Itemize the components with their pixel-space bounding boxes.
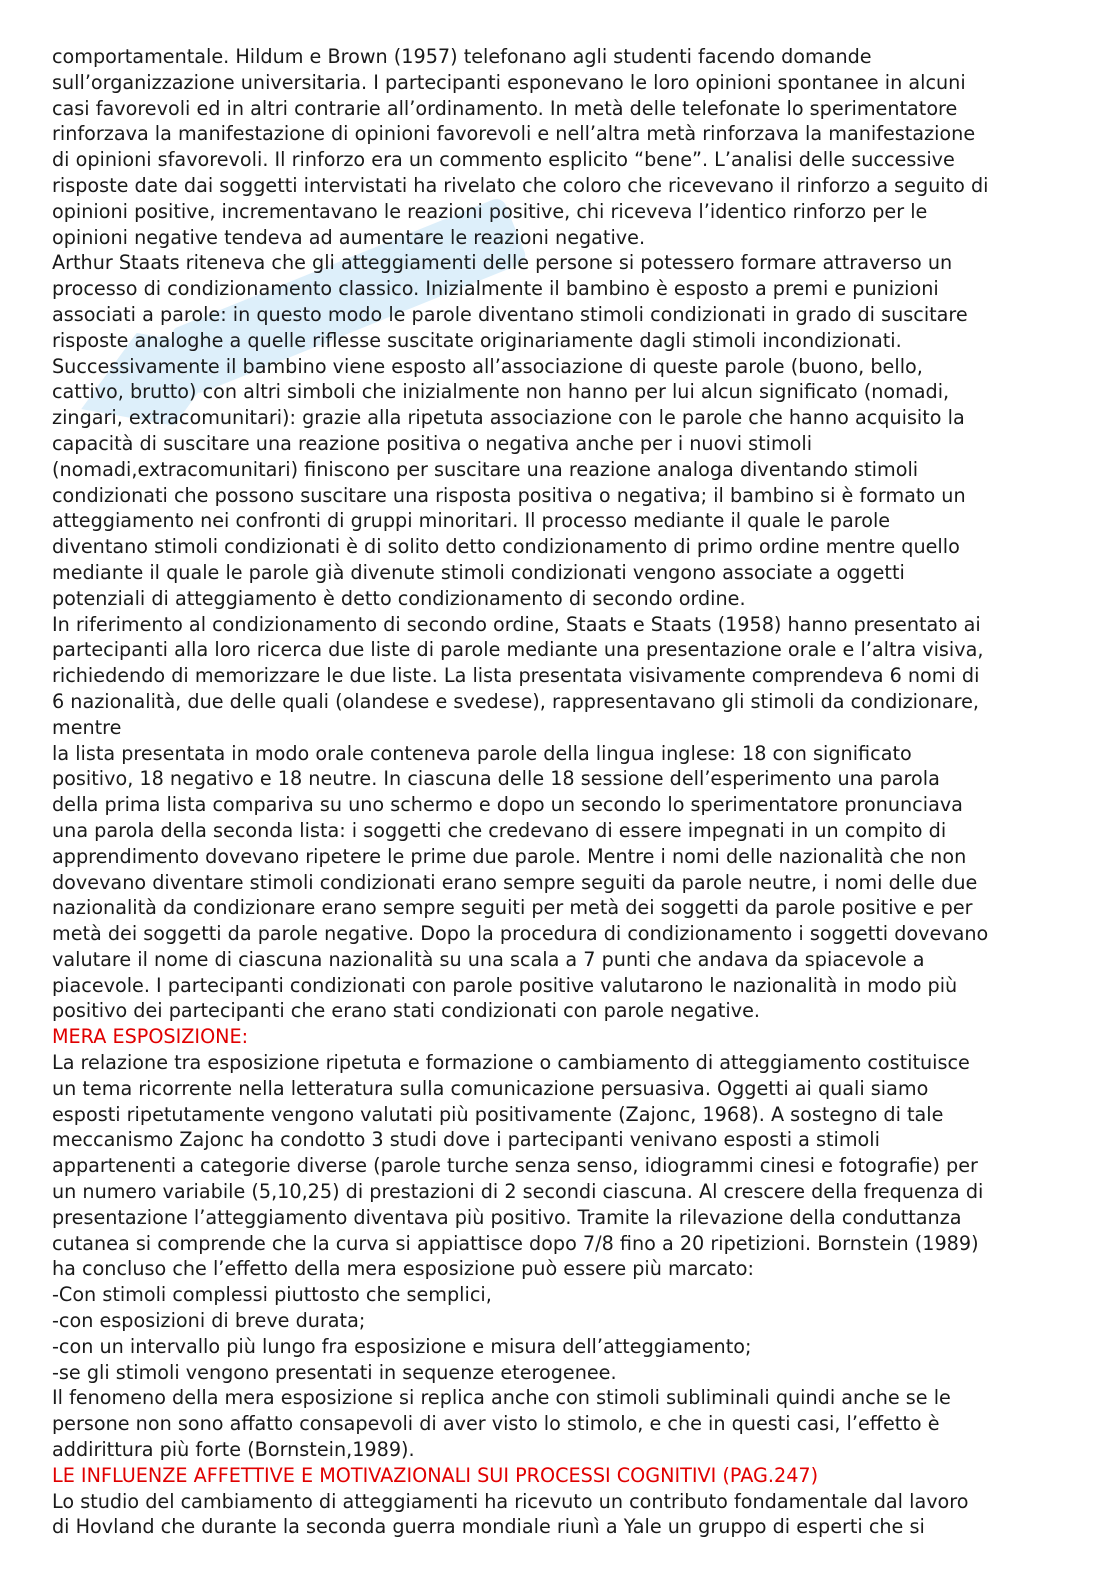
- text-line: Successivamente il bambino viene esposto all’associazione di queste parole (buono, bello,: [52, 354, 923, 378]
- text-line: processo di condizionamento classico. Inizialmente il bambino è esposto a premi e punizioni: [52, 277, 939, 301]
- text-line: positivo dei partecipanti che erano stati condizionati con parole negative.: [52, 999, 761, 1023]
- text-line: partecipanti alla loro ricerca due liste di parole mediante una presentazione orale e l’altra visiva,: [52, 638, 984, 662]
- text-line: meccanismo Zajonc ha condotto 3 studi dove i partecipanti venivano esposti a stimoli: [52, 1128, 880, 1152]
- text-line: atteggiamento nei confronti di gruppi minoritari. Il processo mediante il quale le parole: [52, 509, 891, 533]
- text-line: un numero variabile (5,10,25) di prestazioni di 2 secondi ciascuna. Al crescere della frequenza di: [52, 1180, 984, 1204]
- text-line: In riferimento al condizionamento di secondo ordine, Staats e Staats (1958) hanno presentato ai: [52, 612, 981, 636]
- text-line: richiedendo di memorizzare le due liste. La lista presentata visivamente comprendeva 6 nomi di: [52, 664, 980, 688]
- text-line: risposte analoghe a quelle riflesse suscitate originariamente dagli stimoli incondizionati.: [52, 328, 902, 352]
- text-line: Lo studio del cambiamento di atteggiamenti ha ricevuto un contributo fondamentale dal lavoro: [52, 1489, 969, 1513]
- text-line: di Hovland che durante la seconda guerra mondiale riunì a Yale un gruppo di esperti che si: [52, 1515, 925, 1539]
- text-line: metà dei soggetti da parole negative. Dopo la procedura di condizionamento i soggetti dovevano: [52, 922, 989, 946]
- text-line: mediante il quale le parole già divenute stimoli condizionati vengono associate a oggetti: [52, 560, 905, 584]
- text-line: potenziali di atteggiamento è detto condizionamento di secondo ordine.: [52, 586, 746, 610]
- text-line: sull’organizzazione universitaria. I partecipanti esponevano le loro opinioni spontanee in alcuni: [52, 70, 966, 94]
- text-line: cattivo, brutto) con altri simboli che inizialmente non hanno per lui alcun significato (nomadi,: [52, 380, 950, 404]
- text-line: positivo, 18 negativo e 18 neutre. In ciascuna delle 18 sessione dell’esperimento una parola: [52, 767, 940, 791]
- text-line: (nomadi,extracomunitari) finiscono per suscitare una reazione analoga diventando stimoli: [52, 457, 919, 481]
- text-line: una parola della seconda lista: i soggetti che credevano di essere impegnati in un compito di: [52, 818, 947, 842]
- text-line: della prima lista compariva su uno schermo e dopo un secondo lo sperimentatore pronunciava: [52, 793, 963, 817]
- paragraph: [52, 612, 1082, 1025]
- text-line: piacevole. I partecipanti condizionati con parole positive valutarono le nazionalità in modo più: [52, 973, 958, 997]
- text-line: 6 nazionalità, due delle quali (olandese e svedese), rappresentavano gli stimoli da condizionare,: [52, 689, 980, 713]
- text-line: capacità di suscitare una reazione positiva o negativa anche per i nuovi stimoli: [52, 431, 813, 455]
- text-line: Il fenomeno della mera esposizione si replica anche con stimoli subliminali quindi anche se le: [52, 1386, 951, 1410]
- text-line: -con esposizioni di breve durata;: [52, 1309, 366, 1333]
- paragraph: [52, 1050, 1082, 1463]
- text-line: condizionati che possono suscitare una risposta positiva o negativa; il bambino si è formato un: [52, 483, 966, 507]
- text-line: un tema ricorrente nella letteratura sulla comunicazione persuasiva. Oggetti ai quali siamo: [52, 1076, 929, 1100]
- text-line: -con un intervallo più lungo fra esposizione e misura dell’atteggiamento;: [52, 1334, 752, 1358]
- text-line: diventano stimoli condizionati è di solito detto condizionamento di primo ordine mentre quello: [52, 535, 960, 559]
- paragraph: [52, 250, 1082, 611]
- text-line: mentre: [52, 715, 122, 739]
- text-line: Arthur Staats riteneva che gli atteggiamenti delle persone si potessero formare attraverso un: [52, 251, 953, 275]
- text-line: ha concluso che l’effetto della mera esposizione può essere più marcato:: [52, 1257, 754, 1281]
- text-line: cutanea si comprende che la curva si appiattisce dopo 7/8 fino a 20 ripetizioni. Bornstein (1989): [52, 1231, 979, 1255]
- section-heading: [52, 1463, 1082, 1489]
- text-line: opinioni positive, incrementavano le reazioni positive, chi riceveva l’identico rinforzo per le: [52, 199, 928, 223]
- text-line: valutare il nome di ciascuna nazionalità su una scala a 7 punti che andava da spiacevole a: [52, 947, 925, 971]
- text-line: dovevano diventare stimoli condizionati erano sempre seguiti da parole neutre, i nomi delle due: [52, 870, 978, 894]
- text-line: la lista presentata in modo orale conteneva parole della lingua inglese: 18 con significato: [52, 741, 912, 765]
- text-line: La relazione tra esposizione ripetuta e formazione o cambiamento di atteggiamento costituisce: [52, 1051, 970, 1075]
- text-line: LE INFLUENZE AFFETTIVE E MOTIVAZIONALI SUI PROCESSI COGNITIVI (PAG.247): [52, 1463, 819, 1487]
- text-line: -Con stimoli complessi piuttosto che semplici,: [52, 1283, 492, 1307]
- text-line: persone non sono affatto consapevoli di aver visto lo stimolo, e che in questi casi, l’effetto è: [52, 1412, 940, 1436]
- text-line: MERA ESPOSIZIONE:: [52, 1025, 249, 1049]
- text-line: di opinioni sfavorevoli. Il rinforzo era un commento esplicito “bene”. L’analisi delle successive: [52, 148, 955, 172]
- text-line: -se gli stimoli vengono presentati in sequenze eterogenee.: [52, 1360, 617, 1384]
- text-line: esposti ripetutamente vengono valutati più positivamente (Zajonc, 1968). A sostegno di tale: [52, 1102, 944, 1126]
- text-line: opinioni negative tendeva ad aumentare le reazioni negative.: [52, 225, 646, 249]
- paragraph: [52, 44, 1082, 250]
- document-page: [52, 44, 1082, 1540]
- text-line: risposte date dai soggetti intervistati ha rivelato che coloro che ricevevano il rinforzo a seguito di: [52, 173, 989, 197]
- text-line: casi favorevoli ed in altri contrarie all’ordinamento. In metà delle telefonate lo sperimentatore: [52, 96, 958, 120]
- text-line: addirittura più forte (Bornstein,1989).: [52, 1438, 415, 1462]
- text-line: presentazione l’atteggiamento diventava più positivo. Tramite la rilevazione della conduttanza: [52, 1205, 962, 1229]
- text-line: appartenenti a categorie diverse (parole turche senza senso, idiogrammi cinesi e fotografie) per: [52, 1154, 978, 1178]
- text-line: associati a parole: in questo modo le parole diventano stimoli condizionati in grado di suscitare: [52, 302, 968, 326]
- text-line: apprendimento dovevano ripetere le prime due parole. Mentre i nomi delle nazionalità che non: [52, 844, 967, 868]
- text-line: zingari, extracomunitari): grazie alla ripetuta associazione con le parole che hanno acquisito la: [52, 406, 965, 430]
- text-line: nazionalità da condizionare erano sempre seguiti per metà dei soggetti da parole positive e per: [52, 896, 973, 920]
- section-heading: [52, 1024, 1082, 1050]
- paragraph: [52, 1489, 1082, 1541]
- text-line: rinforzava la manifestazione di opinioni favorevoli e nell’altra metà rinforzava la manifestazione: [52, 122, 976, 146]
- text-line: comportamentale. Hildum e Brown (1957) telefonano agli studenti facendo domande: [52, 45, 872, 68]
